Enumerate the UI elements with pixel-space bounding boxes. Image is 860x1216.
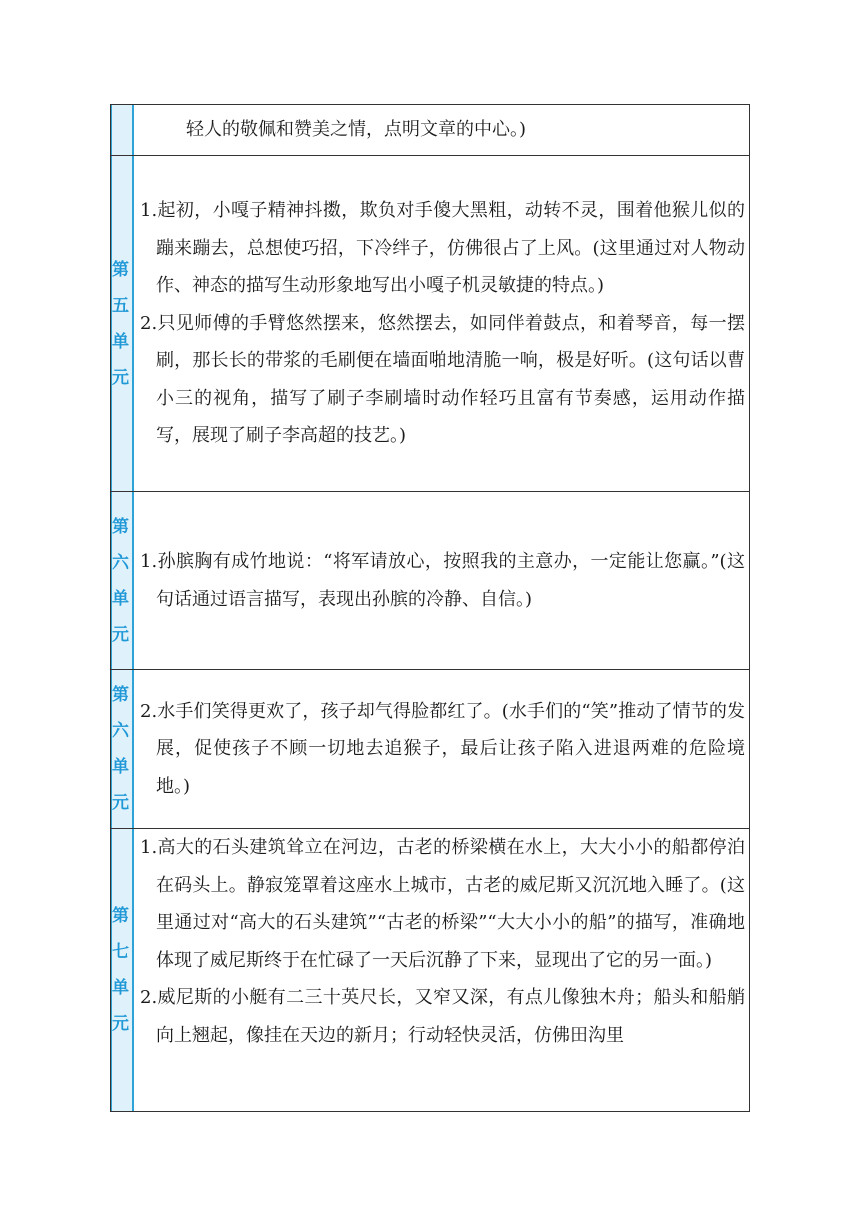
content-cell: [134, 492, 750, 669]
content-cell: [134, 829, 750, 1111]
list-item: 2.只见师傅的手臂悠然摆来，悠然摆去，如同伴着鼓点，和着琴音，每一摆刷，那长长的带浆的毛刷便在墙面啪地清脆一响，极是好听。(这句话以曹小三的视角，描写了刷子李刷墙时动作轻巧且富有节奏感，运用动作描写，展现了刷子李高超的技艺。): [140, 312, 745, 447]
list-item: 1.起初，小嘎子精神抖擞，欺负对手傻大黑粗，动转不灵，围着他猴儿似的蹦来蹦去，总想使巧招，下冷绊子，仿佛很占了上风。(这里通过对人物动作、神态的描写生动形象地写出小嘎子机灵敏捷的特点。): [140, 200, 745, 297]
unit-cell: 第六单元: [111, 492, 134, 669]
content-cell: [134, 156, 750, 491]
table-row: [111, 670, 750, 829]
list-item: 1.高大的石头建筑耸立在河边，古老的桥梁横在水上，大大小小的船都停泊在码头上。静寂笼罩着这座水上城市，古老的威尼斯又沉沉地入睡了。(这里通过对“高大的石头建筑”“古老的桥梁”“大大小小的船”的描写，准确地体现了威尼斯终于在忙碌了一天后沉静了下来，显现出了它的另一面。): [140, 837, 745, 971]
unit-cell: 第六单元: [111, 670, 134, 828]
list-item: 2.威尼斯的小艇有二三十英尺长，又窄又深，有点儿像独木舟；船头和船艄向上翘起，像挂在天边的新月；行动轻快灵活，仿佛田沟里: [140, 987, 745, 1046]
unit-cell: [111, 105, 134, 155]
content-cell: [134, 105, 750, 155]
continued-text: 轻人的敬佩和赞美之情，点明文章的中心。): [186, 119, 527, 140]
reading-table: [110, 104, 750, 1112]
unit-cell: 第五单元: [111, 156, 134, 491]
content-cell: [134, 670, 750, 828]
unit-cell: 第七单元: [111, 829, 134, 1111]
table-row: [111, 105, 750, 156]
list-item: 2.水手们笑得更欢了，孩子却气得脸都红了。(水手们的“笑”推动了情节的发展，促使孩子不顾一切地去追猴子，最后让孩子陷入进退两难的危险境地。): [140, 700, 745, 797]
list-item: 1.孙膑胸有成竹地说：“将军请放心，按照我的主意办，一定能让您赢。”(这句话通过语言描写，表现出孙膑的冷静、自信。): [140, 551, 745, 610]
table-row: [111, 156, 750, 492]
table-row: [111, 492, 750, 670]
table-row: [111, 829, 750, 1112]
